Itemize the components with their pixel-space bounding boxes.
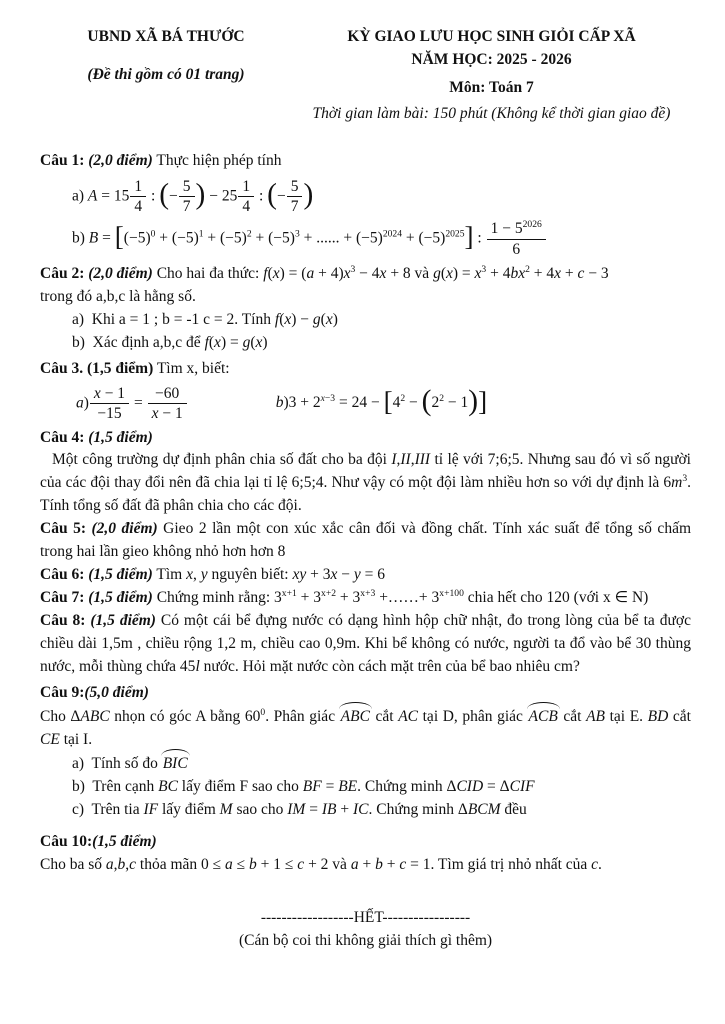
- question-2-part-a: a) Khi a = 1 ; b = -1 c = 2. Tính f(x) − g(x): [72, 311, 338, 328]
- question-3-part-b: $b)3 + 2^{x-3} = 24 - [4^2 - (2^2 - 1)]$: [275, 385, 488, 418]
- school-year: NĂM HỌC: 2025 - 2026: [411, 50, 572, 68]
- question-4-text: Một công trường dự định phân chia số đất cho ba đội I,II,III tỉ lệ với 7;6;5. Nhưng sau đó vì số người của các đội thay đổi nên đã chia lại tỉ lệ 6;5;4. Như vậy có một đội làm nhiều hơn so với dự định là $6m^3$. Tính tổng số đất đã phân chia cho các đội.: [40, 451, 691, 515]
- question-1-part-a: a) A = 15 $\frac{1}{4}$ : (− $\frac{5}{7}$ ) − 25 $\frac{1}{4}$ : (− $\frac{5}{7}$ ): [72, 177, 314, 216]
- question-3-part-a: a) $\frac{x - 1}{-15}$ = $\frac{-60}{x - 1}$: [76, 385, 188, 423]
- question-3-heading: Câu 3. (1,5 điểm) Tìm x, biết:: [40, 359, 230, 377]
- header-left-block: [40, 26, 292, 126]
- subject-line: Môn: Toán 7: [449, 78, 534, 96]
- question-9-part-a: a) Tính số đo BIC: [40, 752, 691, 776]
- question-4-heading: Câu 4: (1,5 điểm): [40, 428, 153, 446]
- question-2-part-b: b) Xác định a,b,c để f(x) = g(x): [72, 333, 268, 351]
- exam-footer: [40, 907, 691, 953]
- question-5-text: Câu 5: (2,0 điểm) Gieo 2 lần một con xúc xắc cân đối và đồng chất. Tính xác suất để tổng số chấm trong hai lần gieo không nhỏ hơn hơn 8: [40, 520, 691, 561]
- header-right-block: [292, 26, 691, 126]
- issuing-authority: UBND XÃ BÁ THƯỚC: [87, 28, 245, 45]
- question-2-heading: Câu 2: (2,0 điểm) Cho hai đa thức: $f(x) = (a + 4)x^3 - 4x + 8$ và $g(x) = x^3 + 4bx^2 + 4x + c - 3$: [40, 263, 609, 283]
- question-3-parts-row: [40, 385, 691, 423]
- question-9-part-b: b) Trên cạnh BC lấy điểm F sao cho BF = BE. Chứng minh ΔCID = ΔCIF: [72, 777, 535, 795]
- question-9-text: Cho ΔABC nhọn có góc A bằng $60^0$. Phân giác ABC cắt AC tại D, phân giác ACB cắt AB tại E. BD cắt CE tại I.: [40, 706, 691, 748]
- question-1-heading: Câu 1: (2,0 điểm) Thực hiện phép tính: [40, 151, 282, 169]
- duration-line: Thời gian làm bài: 150 phút (Không kể thời gian giao đề): [312, 104, 671, 122]
- exam-title: KỲ GIAO LƯU HỌC SINH GIỎI CẤP XÃ: [347, 28, 636, 45]
- question-10-text: Cho ba số a,b,c thỏa mãn 0 ≤ a ≤ b + 1 ≤ c + 2 và a + b + c = 1. Tìm giá trị nhỏ nhất của c.: [40, 856, 602, 874]
- exam-body: [40, 150, 691, 878]
- question-2-continuation: trong đó a,b,c là hằng số.: [40, 288, 196, 306]
- question-9-heading: Câu 9:(5,0 điểm): [40, 683, 149, 701]
- question-7-text: Câu 7: (1,5 điểm) Chứng minh rằng: $3^{x+1} + 3^{x+2} + 3^{x+3}$ +……+ $3^{x+100}$ chia hết cho 120 (với x ∈ N): [40, 587, 649, 607]
- question-1-part-b: b) $B = [(-5)^0 + (-5)^1 + (-5)^2 + (-5)^3$ + ...... + $(-5)^{2024} + (-5)^{2025}$] : $\frac{1 - 5^{2026}}{6}$: [40, 220, 691, 258]
- question-6-text: Câu 6: (1,5 điểm) Tìm x, y nguyên biết: xy + 3x − y = 6: [40, 566, 386, 584]
- end-marker: ------------------HẾT-----------------: [260, 909, 471, 927]
- question-9-part-c: c) Trên tia IF lấy điểm M sao cho IM = IB + IC. Chứng minh ΔBCM đều: [72, 800, 527, 818]
- page-count-note: (Đề thi gồm có 01 trang): [87, 65, 245, 83]
- proctor-note: (Cán bộ coi thi không giải thích gì thêm): [238, 932, 493, 950]
- question-8-text: Câu 8: (1,5 điểm) Có một cái bể đựng nước có dạng hình hộp chữ nhật, đo trong lòng của bể ta được chiều dài 1,5m , chiều rộng 1,2 m, chiều cao 0,9m. Khi bể không có nước, người ta đổ vào bể 30 thùng nước, mỗi thùng chứa 45l nước. Hỏi mặt nước còn cách mặt trên của bể bao nhiêu cm?: [40, 612, 691, 675]
- question-10-heading: Câu 10:(1,5 điểm): [40, 833, 157, 851]
- exam-header: [40, 26, 691, 126]
